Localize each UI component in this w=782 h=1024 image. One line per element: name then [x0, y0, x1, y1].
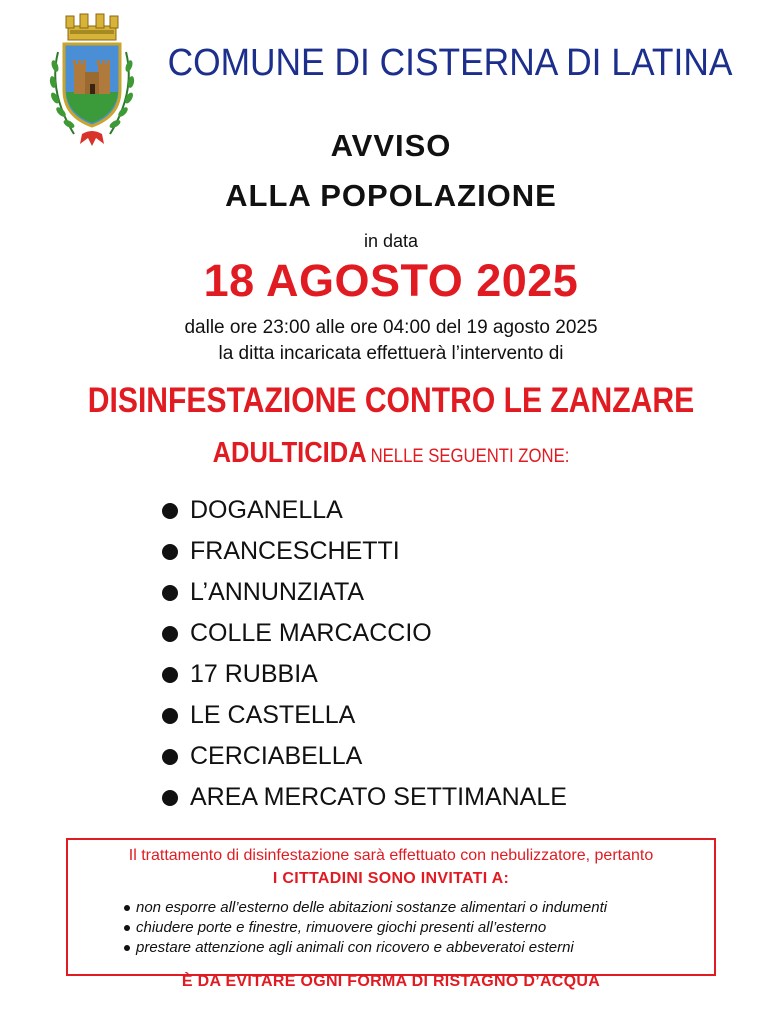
zones-list	[162, 490, 567, 818]
advisory-item	[124, 898, 607, 918]
bullet-icon	[124, 905, 130, 911]
zone-item	[162, 531, 567, 572]
treatment-type: ADULTICIDA	[212, 437, 367, 469]
bullet-icon	[162, 626, 178, 642]
bullet-icon	[162, 790, 178, 806]
zone-label: DOGANELLA	[190, 496, 343, 524]
advisory-list	[124, 898, 607, 958]
time-range: dalle ore 23:00 alle ore 04:00 del 19 agosto 2025	[184, 317, 598, 338]
zone-item	[162, 654, 567, 695]
municipality-title: COMUNE DI CISTERNA DI LATINA	[167, 42, 733, 84]
advisory-text: non esporre all’esterno delle abitazioni sostanze alimentari o indumenti	[136, 899, 608, 916]
bullet-icon	[162, 544, 178, 560]
treatment-title: DISINFESTAZIONE CONTRO LE ZANZARE	[87, 381, 695, 420]
zone-label: AREA MERCATO SETTIMANALE	[190, 783, 567, 811]
notice-subheading: ALLA POPOLAZIONE	[225, 178, 557, 213]
zone-label: FRANCESCHETTI	[190, 537, 400, 565]
bullet-icon	[162, 708, 178, 724]
advisory-item	[124, 938, 607, 958]
zone-item	[162, 572, 567, 613]
zone-item	[162, 736, 567, 777]
event-date: 18 AGOSTO 2025	[203, 255, 579, 306]
bullet-icon	[162, 585, 178, 601]
treatment-type-line	[47, 437, 735, 470]
advisory-text: chiudere porte e finestre, rimuovere giochi presenti all’esterno	[136, 919, 547, 936]
advisory-heading: I CITTADINI SONO INVITATI A:	[272, 870, 510, 887]
zone-label: L’ANNUNZIATA	[190, 578, 365, 606]
bullet-icon	[162, 503, 178, 519]
bullet-icon	[162, 667, 178, 683]
crown-icon	[66, 14, 118, 40]
zone-label: COLLE MARCACCIO	[190, 619, 432, 647]
zone-item	[162, 695, 567, 736]
advisory-item	[124, 918, 607, 938]
zone-label: CERCIABELLA	[190, 742, 363, 770]
zone-label: 17 RUBBIA	[190, 660, 318, 688]
zone-item	[162, 490, 567, 531]
company-line: la ditta incaricata effettuerà l’intervento di	[218, 343, 564, 364]
zone-item	[162, 777, 567, 818]
advisory-intro: Il trattamento di disinfestazione sarà effettuato con nebulizzatore, pertanto	[128, 847, 654, 864]
notice-heading: AVVISO	[330, 128, 452, 163]
zone-label: LE CASTELLA	[190, 701, 356, 729]
bullet-icon	[124, 945, 130, 951]
zone-item	[162, 613, 567, 654]
bullet-icon	[124, 925, 130, 931]
advisory-text: prestare attenzione agli animali con ricovero e abbeveratoi esterni	[136, 939, 574, 956]
water-warning: È DA EVITARE OGNI FORMA DI RISTAGNO D’ACQUA	[181, 973, 601, 990]
date-intro: in data	[363, 231, 419, 251]
zones-intro: NELLE SEGUENTI ZONE:	[370, 446, 570, 467]
bullet-icon	[162, 749, 178, 765]
